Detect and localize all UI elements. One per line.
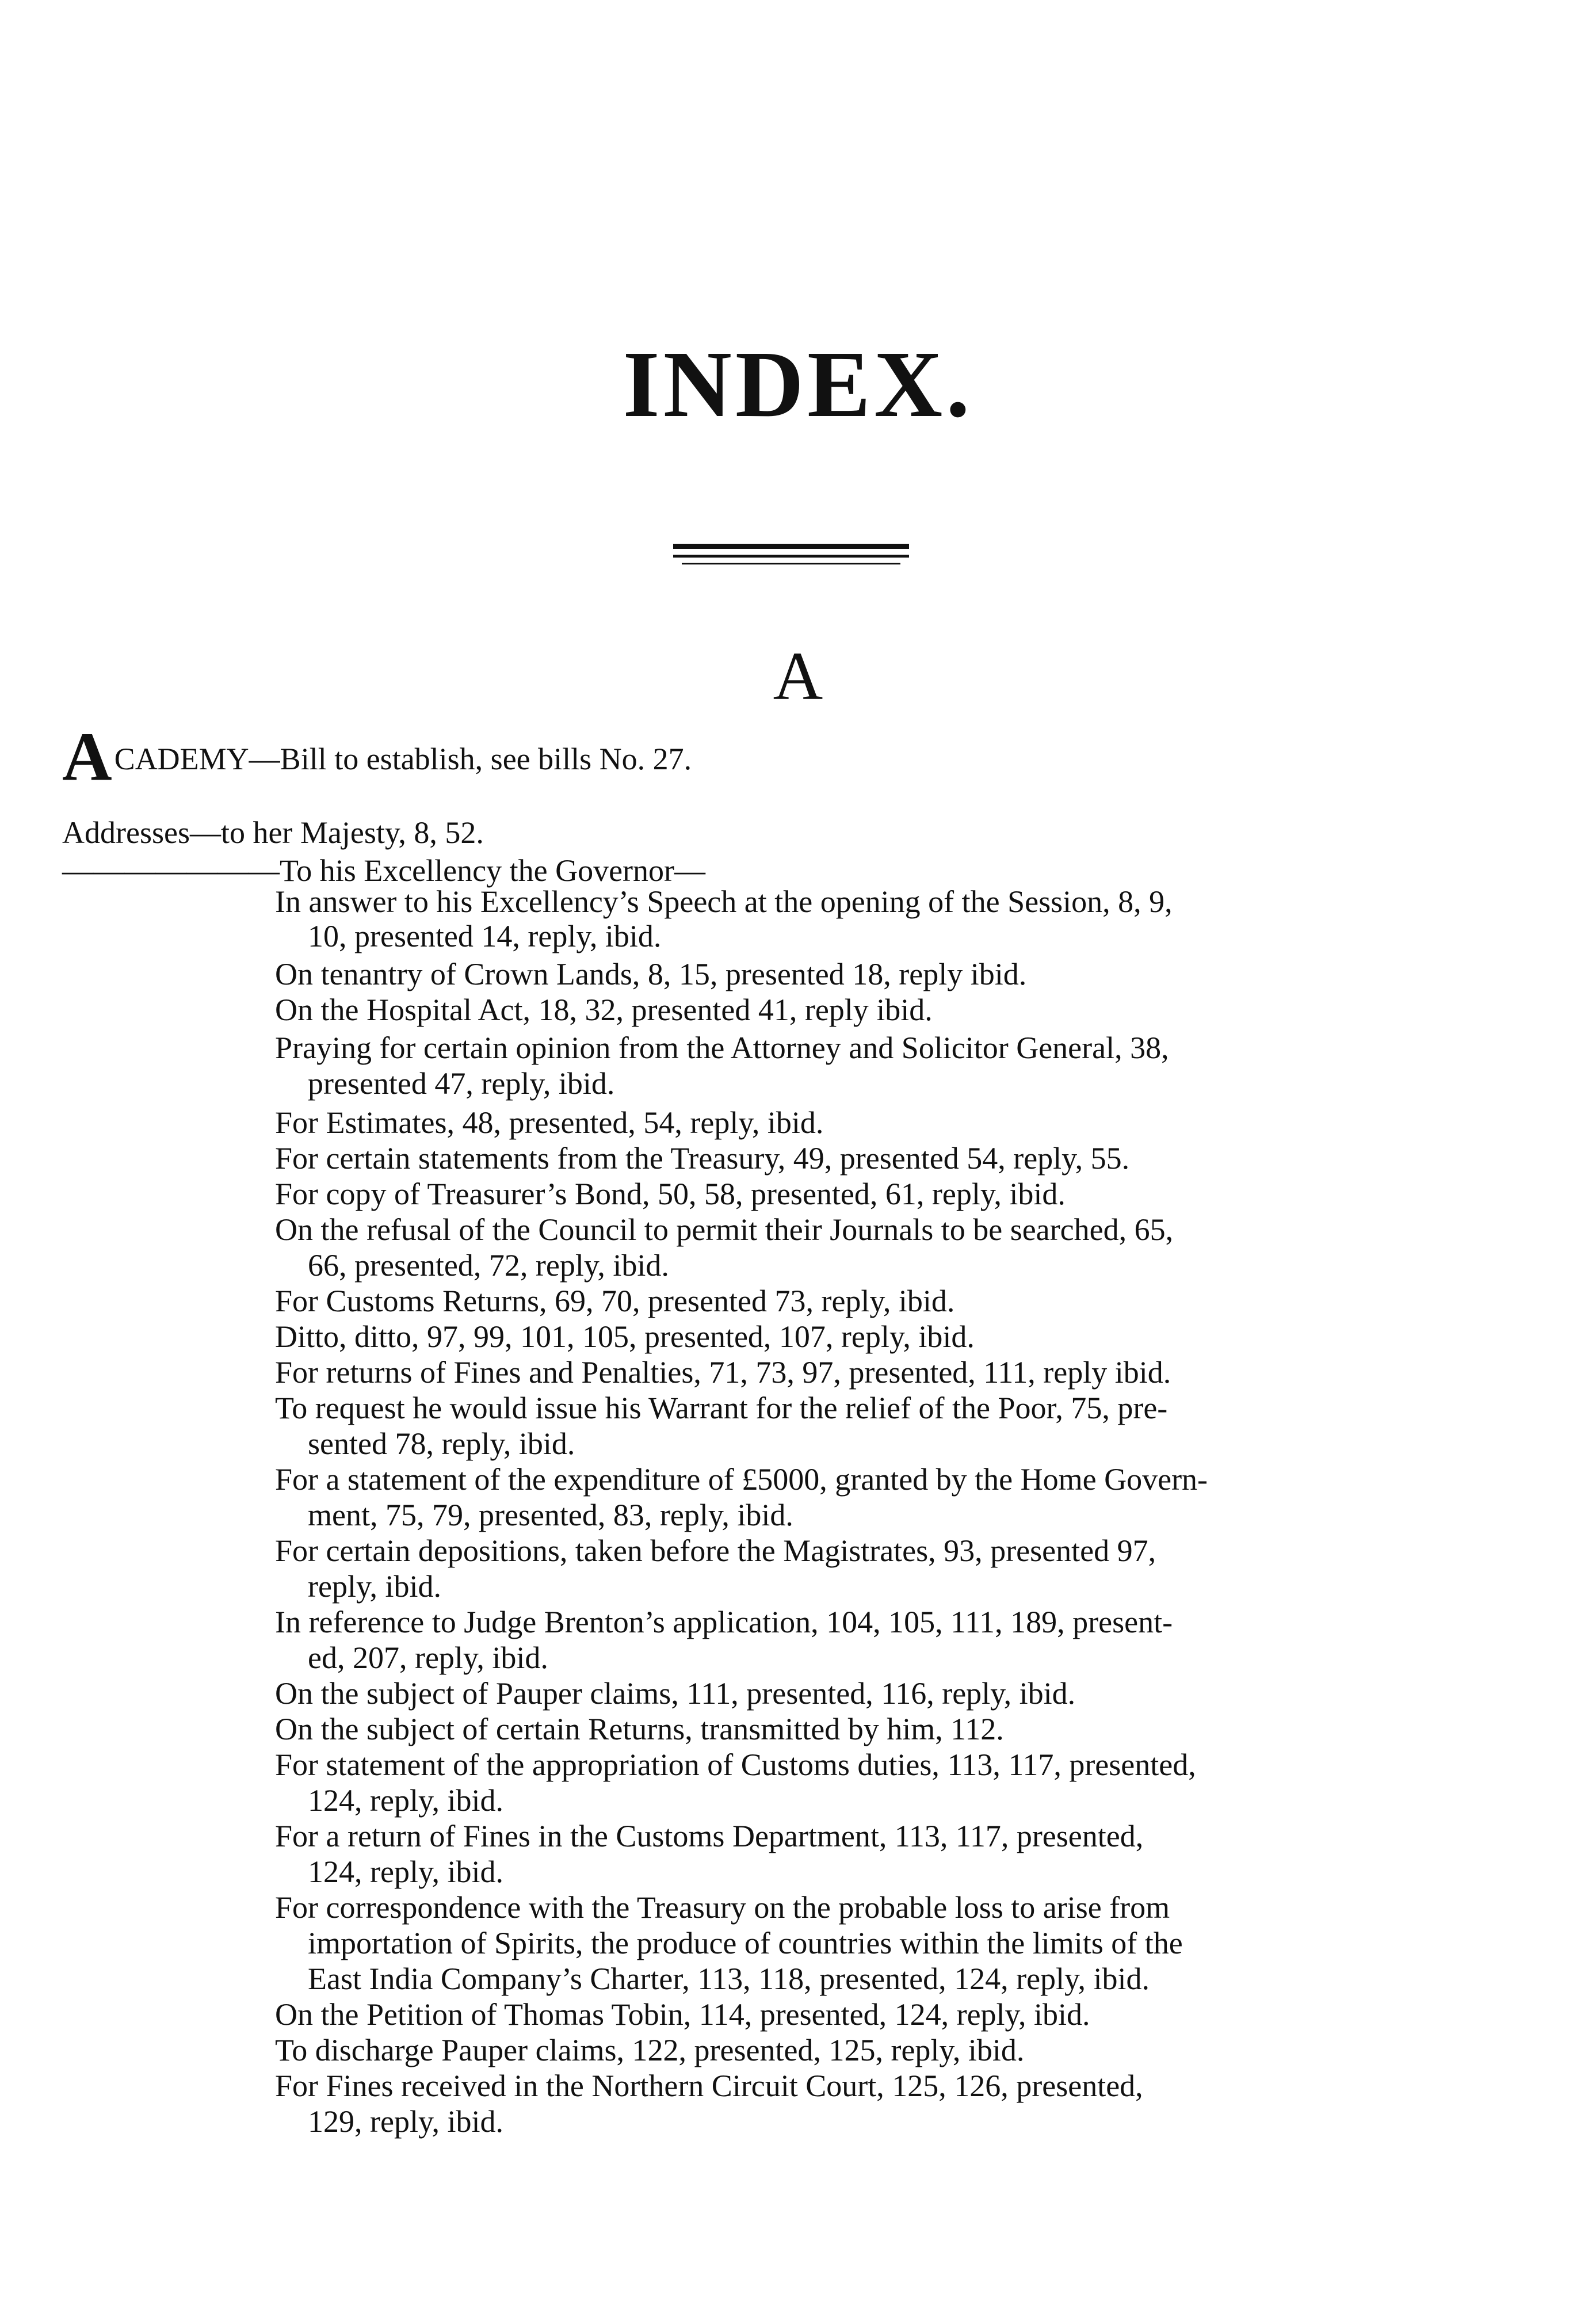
page-title: INDEX.	[623, 331, 973, 437]
index-line: On the refusal of the Council to permit their Journals to be searched, 65,	[275, 1212, 1174, 1247]
index-line: For copy of Treasurer’s Bond, 50, 58, presented, 61, reply, ibid.	[275, 1177, 1066, 1211]
index-line: For Customs Returns, 69, 70, presented 73, reply, ibid.	[275, 1284, 955, 1318]
index-line: 66, presented, 72, reply, ibid.	[308, 1248, 669, 1283]
index-line: For statement of the appropriation of Customs duties, 113, 117, presented,	[275, 1747, 1196, 1782]
index-line: On the subject of certain Returns, transmitted by him, 112.	[275, 1712, 1004, 1746]
index-line: To request he would issue his Warrant for the relief of the Poor, 75, pre-	[275, 1391, 1168, 1425]
index-entry-text: CADEMY—Bill to establish, see bills No. 27.	[114, 742, 692, 776]
index-line: For a statement of the expenditure of £5000, granted by the Home Govern-	[275, 1462, 1208, 1497]
title-rule	[682, 563, 900, 564]
index-line: ———————To his Excellency the Governor—	[62, 853, 705, 888]
drop-cap: A	[62, 718, 112, 795]
index-line: For certain statements from the Treasury, 49, presented 54, reply, 55.	[275, 1141, 1130, 1176]
index-line: On tenantry of Crown Lands, 8, 15, presented 18, reply ibid.	[275, 957, 1027, 991]
index-line: For Fines received in the Northern Circuit Court, 125, 126, presented,	[275, 2069, 1143, 2103]
index-line: To discharge Pauper claims, 122, presented, 125, reply, ibid.	[275, 2033, 1025, 2067]
index-line: In answer to his Excellency’s Speech at the opening of the Session, 8, 9,	[275, 884, 1173, 919]
index-line: sented 78, reply, ibid.	[308, 1426, 575, 1461]
index-entry-academy	[62, 718, 692, 795]
title-rule	[673, 555, 909, 558]
index-line: importation of Spirits, the produce of countries within the limits of the	[308, 1926, 1183, 1960]
index-line: 124, reply, ibid.	[308, 1783, 503, 1818]
index-line: On the Petition of Thomas Tobin, 114, presented, 124, reply, ibid.	[275, 1997, 1090, 2032]
index-line: reply, ibid.	[308, 1569, 441, 1604]
index-line: For certain depositions, taken before the Magistrates, 93, presented 97,	[275, 1533, 1156, 1568]
index-line: For Estimates, 48, presented, 54, reply, ibid.	[275, 1105, 824, 1140]
index-line: 10, presented 14, reply, ibid.	[308, 919, 662, 953]
index-line: Praying for certain opinion from the Attorney and Solicitor General, 38,	[275, 1031, 1169, 1065]
index-line: East India Company’s Charter, 113, 118, presented, 124, reply, ibid.	[308, 1962, 1150, 1996]
index-line: ed, 207, reply, ibid.	[308, 1640, 548, 1675]
index-line: For returns of Fines and Penalties, 71, 73, 97, presented, 111, reply ibid.	[275, 1355, 1171, 1390]
index-line: For correspondence with the Treasury on the probable loss to arise from	[275, 1890, 1170, 1925]
index-line: 124, reply, ibid.	[308, 1855, 503, 1889]
index-line: Addresses—to her Majesty, 8, 52.	[62, 815, 484, 850]
index-line: Ditto, ditto, 97, 99, 101, 105, presented, 107, reply, ibid.	[275, 1319, 975, 1354]
index-line: presented 47, reply, ibid.	[308, 1066, 615, 1101]
section-letter: A	[773, 638, 823, 714]
index-line: ment, 75, 79, presented, 83, reply, ibid.	[308, 1498, 793, 1532]
index-line: On the Hospital Act, 18, 32, presented 41, reply ibid.	[275, 993, 933, 1027]
title-rule	[673, 544, 909, 549]
index-line: For a return of Fines in the Customs Department, 113, 117, presented,	[275, 1819, 1144, 1853]
index-line: On the subject of Pauper claims, 111, presented, 116, reply, ibid.	[275, 1676, 1076, 1711]
index-line: 129, reply, ibid.	[308, 2104, 503, 2139]
index-line: In reference to Judge Brenton’s application, 104, 105, 111, 189, present-	[275, 1605, 1173, 1639]
